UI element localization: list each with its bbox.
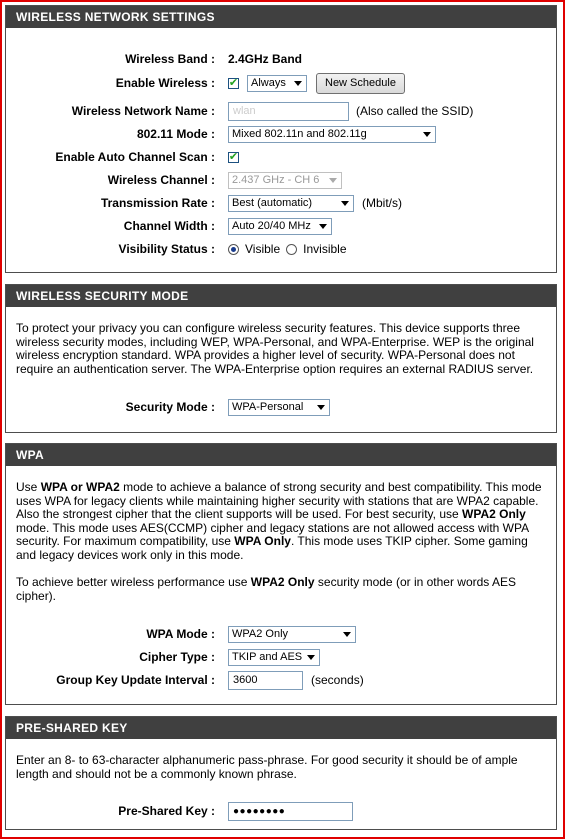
visible-radio[interactable] bbox=[228, 244, 239, 255]
security-mode-panel bbox=[5, 284, 557, 433]
rate-unit: (Mbit/s) bbox=[362, 196, 402, 210]
wpa-mode-label: WPA Mode : bbox=[146, 627, 215, 641]
channel-select[interactable] bbox=[228, 172, 342, 189]
mode-label: 802.11 Mode : bbox=[136, 127, 215, 141]
wpa-mode-row bbox=[6, 624, 556, 644]
mode-select[interactable] bbox=[228, 126, 436, 143]
wireless-band-value: 2.4GHz Band bbox=[228, 52, 303, 66]
security-mode-row bbox=[6, 397, 556, 417]
pre-shared-key-label: Pre-Shared Key : bbox=[118, 804, 215, 818]
cipher-type-select-value: TKIP and AES bbox=[232, 651, 303, 663]
security-mode-description: To protect your privacy you can configure wireless security features. This device supports three wireless security modes, including WEP, WPA-Personal, and WPA-Enterprise. WEP is the original wireless encryption standard. WPA provides a higher level of security. WPA-Personal does not require an authentication server. The WPA-Enterprise option requires an external RADIUS server. bbox=[16, 321, 534, 376]
new-schedule-button[interactable]: New Schedule bbox=[316, 73, 405, 94]
pre-shared-key-row bbox=[6, 801, 556, 821]
channel-row bbox=[6, 170, 556, 190]
chevron-down-icon bbox=[294, 81, 302, 86]
security-mode-label: Security Mode : bbox=[125, 400, 215, 414]
wireless-band-label: Wireless Band : bbox=[125, 52, 215, 66]
wireless-network-settings-header: WIRELESS NETWORK SETTINGS bbox=[6, 6, 556, 28]
wpa-mode-select-value: WPA2 Only bbox=[232, 628, 289, 640]
wpa-desc-bold: WPA2 Only bbox=[462, 507, 526, 521]
auto-channel-label: Enable Auto Channel Scan : bbox=[55, 150, 215, 164]
pre-shared-key-input[interactable]: ●●●●●●●● bbox=[228, 802, 353, 821]
chevron-down-icon bbox=[319, 224, 327, 229]
chevron-down-icon bbox=[343, 632, 351, 637]
network-name-input[interactable]: wlan bbox=[228, 102, 349, 121]
network-name-label: Wireless Network Name : bbox=[71, 104, 215, 118]
wpa-desc-bold: WPA Only bbox=[234, 534, 291, 548]
rate-select-value: Best (automatic) bbox=[232, 197, 313, 209]
ssid-note: (Also called the SSID) bbox=[356, 104, 474, 118]
security-mode-select-value: WPA-Personal bbox=[232, 401, 304, 413]
chevron-down-icon bbox=[329, 178, 337, 183]
security-mode-select[interactable] bbox=[228, 399, 330, 416]
schedule-select-value: Always bbox=[251, 77, 286, 89]
enable-wireless-controls bbox=[228, 73, 405, 93]
wpa-performance-note bbox=[16, 576, 550, 603]
enable-wireless-checkbox[interactable]: ✔ bbox=[228, 76, 239, 89]
wpa-desc-text: mode to achieve a balance of strong security and best compatibility. This mode uses WPA for legacy clients while maintaining higher security with stations that are WPA2 capable. Also the strongest cipher that the client supports will be used. For best security, use bbox=[16, 480, 542, 521]
enable-wireless-row bbox=[6, 73, 556, 93]
wpa-header: WPA bbox=[6, 444, 556, 466]
wpa-desc-text: mode. This mode uses AES(CCMP) cipher and legacy stations are not allowed access with WPA security. For maximum compatibility, use bbox=[16, 520, 529, 548]
wpa-note-text: To achieve better wireless performance use bbox=[16, 575, 251, 589]
network-name-controls bbox=[228, 101, 473, 121]
channel-width-row bbox=[6, 216, 556, 236]
auto-channel-checkbox[interactable]: ✔ bbox=[228, 150, 239, 163]
wpa-note-text: security mode (or in other words AES cipher). bbox=[16, 575, 516, 603]
chevron-down-icon bbox=[307, 655, 315, 660]
wpa-desc-text: Use bbox=[16, 480, 41, 494]
channel-width-select-value: Auto 20/40 MHz bbox=[232, 220, 311, 232]
group-key-interval-label: Group Key Update Interval : bbox=[56, 673, 215, 687]
pre-shared-key-header: PRE-SHARED KEY bbox=[6, 717, 556, 739]
interval-unit: (seconds) bbox=[311, 673, 364, 687]
visibility-row bbox=[6, 239, 556, 259]
wpa-desc-bold: WPA or WPA2 bbox=[40, 480, 120, 494]
schedule-select[interactable] bbox=[247, 75, 307, 92]
auto-channel-row bbox=[6, 147, 556, 167]
channel-width-select[interactable] bbox=[228, 218, 332, 235]
channel-width-label: Channel Width : bbox=[123, 219, 215, 233]
chevron-down-icon bbox=[341, 201, 349, 206]
network-name-row bbox=[6, 101, 556, 121]
group-key-interval-input[interactable]: 3600 bbox=[228, 671, 303, 690]
security-mode-header: WIRELESS SECURITY MODE bbox=[6, 285, 556, 307]
channel-select-value: 2.437 GHz - CH 6 bbox=[232, 174, 320, 186]
wpa-panel bbox=[5, 443, 557, 705]
chevron-down-icon bbox=[423, 132, 431, 137]
wpa-description bbox=[16, 481, 550, 562]
cipher-type-label: Cipher Type : bbox=[139, 650, 215, 664]
wpa-mode-select[interactable] bbox=[228, 626, 356, 643]
radio-selected-dot bbox=[231, 247, 236, 252]
visibility-label: Visibility Status : bbox=[118, 242, 215, 256]
rate-select[interactable] bbox=[228, 195, 354, 212]
enable-wireless-label: Enable Wireless : bbox=[115, 76, 215, 90]
cipher-type-select[interactable] bbox=[228, 649, 320, 666]
invisible-radio[interactable] bbox=[286, 244, 297, 255]
wireless-network-settings-panel bbox=[5, 5, 557, 273]
group-key-interval-row bbox=[6, 670, 556, 690]
rate-label: Transmission Rate : bbox=[100, 196, 215, 210]
wpa-note-bold: WPA2 Only bbox=[250, 575, 315, 589]
pre-shared-key-panel bbox=[5, 716, 557, 830]
wireless-band-row bbox=[6, 49, 556, 69]
wpa-desc-text: . This mode uses TKIP cipher. Some gaming and legacy devices work only in this mode. bbox=[16, 534, 528, 562]
visible-label: Visible bbox=[245, 242, 281, 256]
mode-row bbox=[6, 124, 556, 144]
channel-label: Wireless Channel : bbox=[107, 173, 215, 187]
cipher-type-row bbox=[6, 647, 556, 667]
chevron-down-icon bbox=[317, 405, 325, 410]
pre-shared-key-description: Enter an 8- to 63-character alphanumeric pass-phrase. For good security it should be of ample length and should not be a commonly known phrase. bbox=[16, 753, 518, 781]
rate-row bbox=[6, 193, 556, 213]
invisible-label: Invisible bbox=[303, 242, 347, 256]
mode-select-value: Mixed 802.11n and 802.11g bbox=[232, 128, 367, 140]
